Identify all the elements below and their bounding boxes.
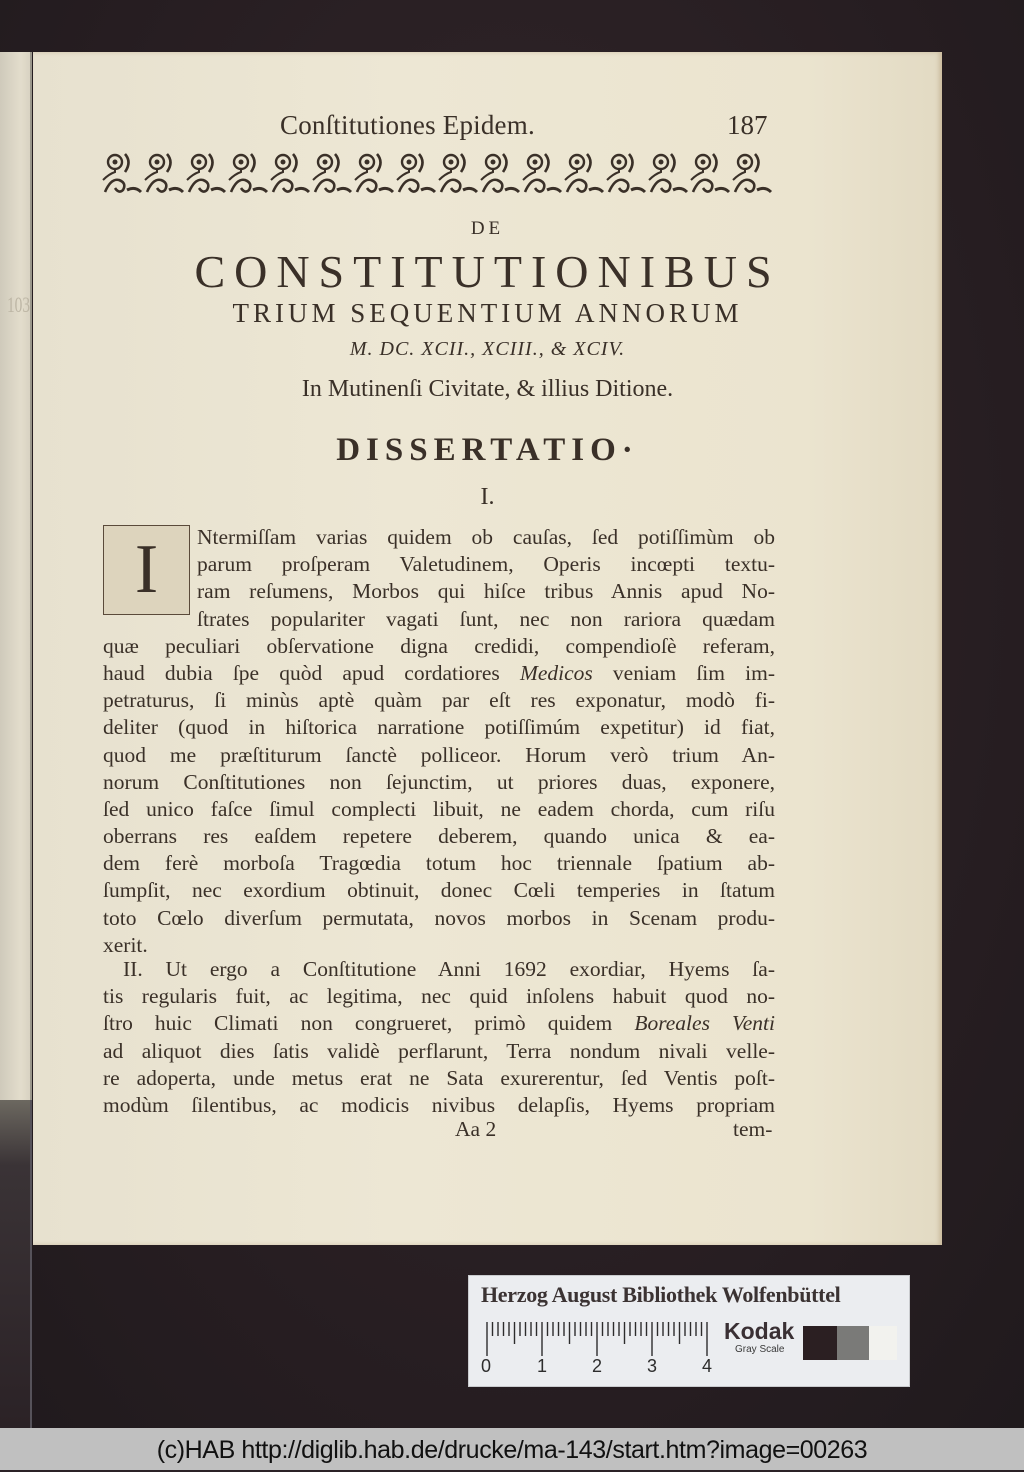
paragraph-1 <box>103 524 775 959</box>
kodak-logo: Kodak <box>724 1318 795 1344</box>
page-number: 187 <box>727 110 768 140</box>
catchword: tem- <box>733 1117 773 1141</box>
italic-term: Boreales Venti <box>634 1011 776 1036</box>
ruler-label: 3 <box>647 1356 658 1376</box>
ghost-page-number: 103 <box>6 292 31 317</box>
signature-mark: Aa 2 <box>455 1117 497 1141</box>
text-line: ad aliquot dies ſatis validè perflarunt, Terra nondum nivali velle- <box>103 1038 775 1063</box>
text-line: ram reſumens, Morbos qui hiſce tribus Annis apud No- <box>197 579 775 604</box>
ruler-label: 1 <box>537 1356 548 1376</box>
text-line: modùm ſilentibus, ac modicis nivibus delapſis, Hyems propriam <box>103 1092 775 1117</box>
italic-term: Medicos <box>519 660 593 685</box>
gray-scale-label: Gray Scale <box>735 1344 785 1355</box>
title-de: DE <box>470 218 505 239</box>
text-line: xerit. <box>103 932 148 957</box>
text-line: ſtro huic Climati non congrueret, primò quidem Boreales Venti <box>103 1011 776 1036</box>
ruler-labels <box>477 1356 717 1378</box>
text-line: oberrans res eaſdem repetere deberem, quando unica & ea- <box>103 824 775 849</box>
text-line: dem ferè morboſa Tragœdia totum hoc triennale ſpatium ab- <box>103 851 775 876</box>
text-line: quod me præſtiturum ſanctè polliceor. Horum verò trium An- <box>103 742 775 767</box>
copyright-footer: (c)HAB http://diglib.hab.de/drucke/ma-143/start.htm?image=00263 <box>0 1428 1024 1470</box>
text-line: ſtrates populariter vagati ſunt, nec non rariora quædam <box>197 606 775 631</box>
text-line: norum Conſtitutiones non ſejunctim, ut priores duas, exponere, <box>103 769 775 794</box>
text-line: tis regularis fuit, ac legitima, nec quid inſolens habuit quod no- <box>103 984 775 1009</box>
floral-ornament-band-icon <box>101 150 773 196</box>
main-title: CONSTITUTIONIBUS <box>194 246 781 297</box>
ruler-label: 4 <box>702 1356 713 1376</box>
library-name: Herzog August Bibliothek Wolfenbüttel <box>481 1282 841 1307</box>
text-line: petraturus, ſi minùs aptè quàm par eſt res exponatur, modò fi- <box>103 688 775 713</box>
text-line: II. Ut ergo a Conſtitutione Anni 1692 exordiar, Hyems ſa- <box>123 957 775 981</box>
text-line: haud dubia ſpe quòd apud cordatiores Medicos veniam ſim im- <box>103 660 775 685</box>
text-line: quæ peculiari obſervatione digna credidi, compendioſè referam, <box>103 633 775 658</box>
text-line: re adoperta, unde metus erat ne Sata exurerentur, ſed Ventis poſt- <box>103 1065 775 1090</box>
text-line: deliter (quod in hiſtorica narratione potiſſimúm expetitur) id fiat, <box>103 715 775 740</box>
text-line: Ntermiſſam varias quidem ob cauſas, ſed potiſſimùm ob <box>197 525 775 549</box>
gray-patch-mid <box>837 1326 869 1360</box>
gray-patch-dark <box>803 1326 837 1360</box>
section-number-1: I. <box>480 484 495 510</box>
color-reference-card <box>468 1275 910 1387</box>
text-line: toto Cœlo diverſum permutata, novos morbos in Scenam produ- <box>103 905 775 930</box>
left-page-shadow <box>0 1100 32 1428</box>
gray-patch-light <box>869 1326 897 1360</box>
running-head: Conſtitutiones Epidem. <box>280 110 535 140</box>
dissertatio-heading: DISSERTATIO· <box>336 432 639 468</box>
drop-cap-letter: I <box>134 531 159 608</box>
text-line: parum proſperam Valetudinem, Operis incœpti textu- <box>197 552 775 577</box>
text-line: ſumpſit, nec exordium obtinuit, donec Cœli temperies in ſtatum <box>103 878 775 903</box>
title-place: In Mutinenſi Civitate, & illius Ditione. <box>301 376 674 402</box>
title-years: M. DC. XCII., XCIII., & XCIV. <box>349 338 626 360</box>
text-line: ſed unico faſce ſimul complecti libuit, ne eadem chorda, cum riſu <box>103 796 775 821</box>
paragraph-2 <box>103 956 775 1119</box>
ruler-label: 0 <box>481 1356 492 1376</box>
left-page-edge <box>0 52 32 1100</box>
ruler-label: 2 <box>592 1356 603 1376</box>
sub-title: TRIUM SEQUENTIUM ANNORUM <box>232 298 743 328</box>
